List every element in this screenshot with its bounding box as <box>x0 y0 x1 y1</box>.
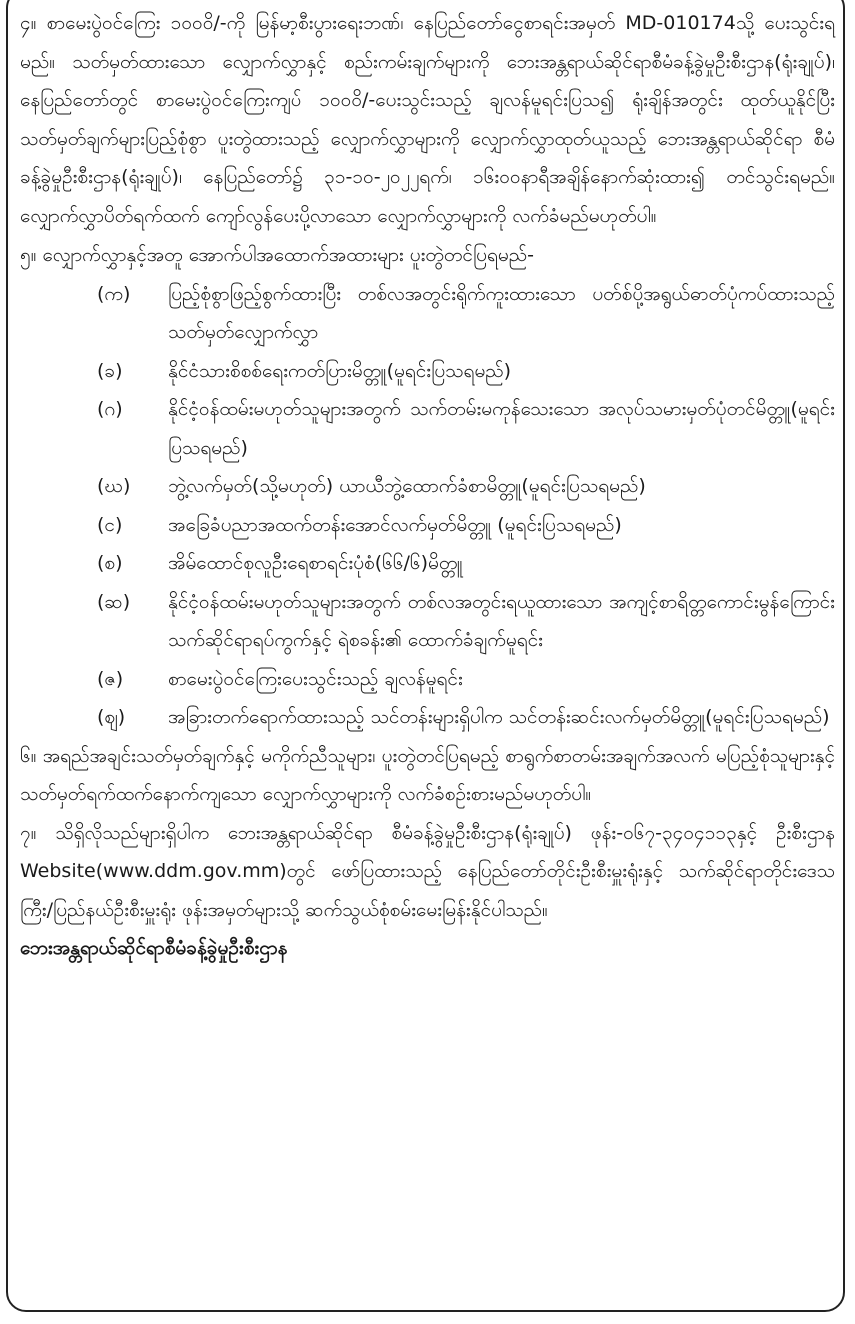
notice-body <box>20 4 835 968</box>
list-marker: (ဃ) <box>97 475 131 497</box>
list-item <box>20 390 835 467</box>
list-item <box>20 544 835 583</box>
list-marker: (ဂ) <box>97 398 123 420</box>
list-item-text: အိမ်ထောင်စုလူဦးရေစာရင်းပုံစံ(၆၆/၆)မိတ္တူ <box>168 552 463 574</box>
list-item-text: အခြားတက်ရောက်ထားသည့် သင်တန်းများရှိပါက သင်တန်းဆင်းလက်မှတ်မိတ္တူ(မူရင်းပြသရမည်) <box>168 706 830 728</box>
list-item <box>20 583 835 660</box>
paragraph-6: ၆။ အရည်အချင်းသတ်မှတ်ချက်နှင့် မကိုက်ညီသူများ၊ ပူးတွဲတင်ပြရမည့် စာရွက်စာတမ်းအချက်အလက် မပြည့်စုံသူများနှင့် သတ်မှတ်ရက်ထက်နောက်ကျသော လျှောက်လွှာများကို လက်ခံစဉ်းစားမည်မဟုတ်ပါ။ <box>20 744 835 805</box>
list-item <box>20 275 835 352</box>
list-marker: (က) <box>97 282 131 305</box>
list-item-text: ဘွဲ့လက်မှတ်(သို့မဟုတ်) ယာယီဘွဲ့ထောက်ခံစာမိတ္တူ(မူရင်းပြသရမည်) <box>168 475 646 497</box>
paragraph-7: ၇။ သိရှိလိုသည်များရှိပါက ဘေးအန္တရာယ်ဆိုင်ရာ စီမံခန့်ခွဲမှုဦးစီးဌာန(ရုံးချုပ်) ဖုန်း-၀၆၇-၃၄၀၄၁၁၃နှင့် ဦးစီးဌာန Website(www.ddm.gov.mm)တွင် ဖော်ပြထားသည့် နေပြည်တော်တိုင်းဦးစီးမှူးရုံးနှင့် သက်ဆိုင်ရာတိုင်းဒေသကြီး/ပြည်နယ်ဦးစီးမှူးရုံး ဖုန်းအမှတ်များသို့ ဆက်သွယ်စုံစမ်းမေးမြန်းနိုင်ပါသည်။ <box>20 821 835 921</box>
list-item-text: စာမေးပွဲဝင်ကြေးပေးသွင်းသည့် ချလန်မူရင်း <box>168 667 463 690</box>
list-marker: (ဇ) <box>97 667 124 690</box>
list-item <box>20 352 835 391</box>
list-item <box>20 660 835 699</box>
paragraph-4: ၄။ စာမေးပွဲဝင်ကြေး ၁၀၀၀ိ/-ကို မြန်မာ့စီးပွားရေးဘဏ်၊ နေပြည်တော်ငွေစာရင်းအမှတ် MD-010174သို့ ပေးသွင်းရမည်။ သတ်မှတ်ထားသော လျှောက်လွှာနှင့် စည်းကမ်းချက်များကို ဘေးအန္တရာယ်ဆိုင်ရာစီမံခန့်ခွဲမှုဦးစီးဌာန(ရုံးချုပ်)၊ နေပြည်တော်တွင် စာမေးပွဲဝင်ကြေးကျပ် ၁၀၀၀ိ/-ပေးသွင်းသည့် ချလန်မူရင်းပြသ၍ ရုံးချိန်အတွင်း ထုတ်ယူနိုင်ပြီး သတ်မှတ်ချက်များပြည့်စုံစွာ ပူးတွဲထားသည့် လျှောက်လွှာများကို လျှောက်လွှာထုတ်ယူသည့် ဘေးအန္တရာယ်ဆိုင်ရာ စီမံခန့်ခွဲမှုဦးစီးဌာန(ရုံးချုပ်)၊ နေပြည်တော်၌ ၃၁-၁၀-၂၀၂၂ရက်၊ ၁၆း၀၀နာရီအချိန်နောက်ဆုံးထား၍ တင်သွင်းရမည်။ လျှောက်လွှာပိတ်ရက်ထက် ကျော်လွန်ပေးပို့လာသော လျှောက်လွှာများကို လက်ခံမည်မဟုတ်ပါ။ <box>20 12 835 227</box>
list-item-text: နိုင်ငံသားစိစစ်ရေးကတ်ပြားမိတ္တူ(မူရင်းပြသရမည်) <box>168 359 512 382</box>
list-item <box>20 467 835 506</box>
list-item-text: နိုင်ငံ့ဝန်ထမ်းမဟုတ်သူများအတွက် တစ်လအတွင်းရယူထားသော အကျင့်စာရိတ္တကောင်းမွန်ကြောင်း သက်ဆိုင်ရာရပ်ကွက်နှင့် ရဲစခန်း၏ ထောက်ခံချက်မူရင်း <box>168 590 835 651</box>
list-item <box>20 698 835 737</box>
list-item <box>20 506 835 545</box>
list-item-text: နိုင်ငံ့ဝန်ထမ်းမဟုတ်သူများအတွက် သက်တမ်းမကုန်သေးသော အလုပ်သမားမှတ်ပုံတင်မိတ္တူ(မူရင်းပြသရမည်) <box>168 398 835 459</box>
required-documents-list <box>20 275 835 737</box>
department-signature: ဘေးအန္တရာယ်ဆိုင်ရာစီမံခန့်ခွဲမှုဦးစီးဌာန <box>20 937 288 959</box>
list-marker: (ဈ) <box>97 706 126 728</box>
list-marker: (ဆ) <box>97 590 131 613</box>
list-marker: (င) <box>97 513 123 536</box>
list-marker: (ခ) <box>97 359 123 382</box>
list-item-text: ပြည့်စုံစွာဖြည့်စွက်ထားပြီး တစ်လအတွင်းရိုက်ကူးထားသော ပတ်စ်ပို့အရွယ်ဓာတ်ပုံကပ်ထားသည့် သတ်မှတ်လျှောက်လွှာ <box>168 282 835 343</box>
paragraph-5-intro: ၅။ လျှောက်လွှာနှင့်အတူ အောက်ပါအထောက်အထားများ ပူးတွဲတင်ပြရမည်- <box>20 244 534 266</box>
list-marker: (စ) <box>97 552 123 574</box>
list-item-text: အခြေခံပညာအထက်တန်းအောင်လက်မှတ်မိတ္တူ (မူရင်းပြသရမည်) <box>168 513 622 536</box>
